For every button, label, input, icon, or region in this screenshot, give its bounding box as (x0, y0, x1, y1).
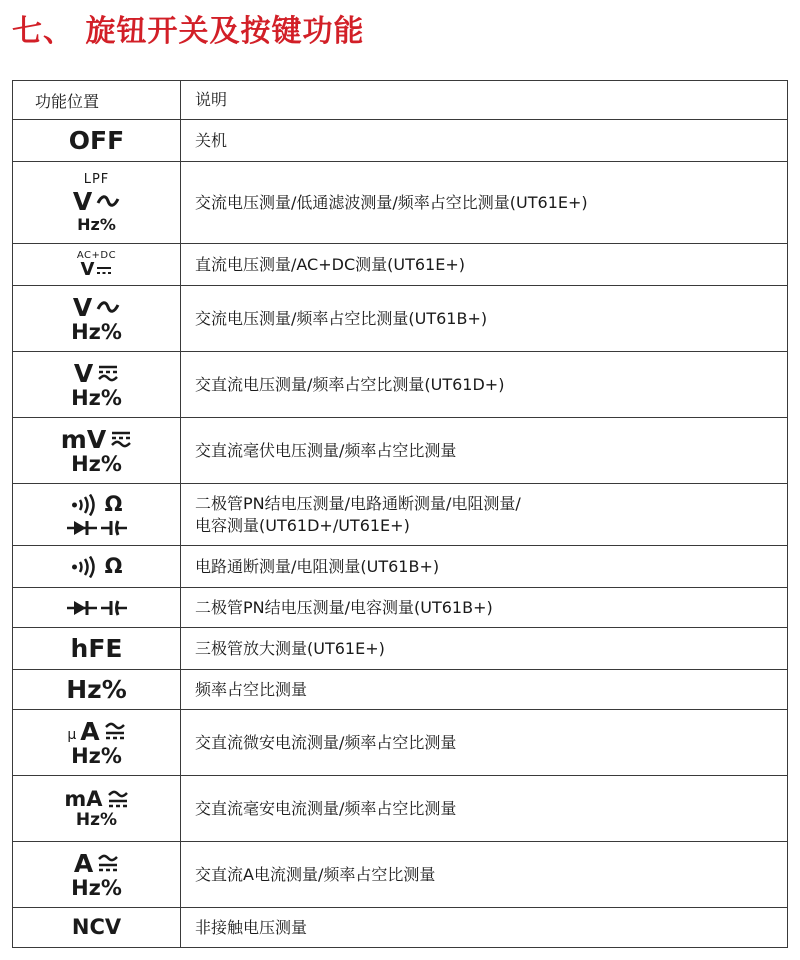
volt-label: V (73, 358, 94, 388)
ncv-symbol: NCV (71, 915, 122, 939)
table-row (13, 908, 788, 948)
description-cell: 交直流微安电流测量/频率占空比测量 (181, 710, 788, 776)
description-cell (181, 484, 788, 546)
capacitor-icon (101, 520, 127, 536)
position-cell (13, 286, 181, 352)
table-header-row (13, 81, 788, 120)
table-row (13, 484, 788, 546)
description-cell: 交直流A电流测量/频率占空比测量 (181, 842, 788, 908)
description-cell: 交直流电压测量/频率占空比测量(UT61D+) (181, 352, 788, 418)
description-cell: 二极管PN结电压测量/电容测量(UT61B+) (181, 588, 788, 628)
capacitor-icon (101, 600, 127, 616)
ac-dc-icon (110, 430, 132, 448)
position-cell (13, 908, 181, 948)
position-cell (13, 418, 181, 484)
hfe-symbol: hFE (70, 634, 123, 663)
ac-wave-icon (96, 300, 120, 314)
position-cell (13, 710, 181, 776)
table-row (13, 628, 788, 670)
position-cell (13, 484, 181, 546)
header-description: 说明 (181, 81, 788, 120)
page-title: 七、 旋钮开关及按键功能 (12, 14, 365, 49)
table-row (13, 546, 788, 588)
hz-percent-label: Hz% (77, 214, 116, 234)
diode-icon (67, 520, 97, 536)
continuity-icon (71, 556, 97, 578)
table-row (13, 418, 788, 484)
table-row (13, 710, 788, 776)
description-cell: 关机 (181, 120, 788, 162)
hz-percent-label: Hz% (75, 809, 118, 830)
description-cell: 频率占空比测量 (181, 670, 788, 710)
position-cell (13, 776, 181, 842)
millivolt-label: mV (60, 424, 107, 454)
ac-dc-icon (107, 790, 129, 808)
description-cell: 电路通断测量/电阻测量(UT61B+) (181, 546, 788, 588)
table-row (13, 162, 788, 244)
table-row (13, 352, 788, 418)
description-cell: 交直流毫安电流测量/频率占空比测量 (181, 776, 788, 842)
volt-label: V (72, 292, 93, 322)
table-row (13, 120, 788, 162)
ac-wave-icon (96, 194, 120, 208)
description-cell: 交流电压测量/频率占空比测量(UT61B+) (181, 286, 788, 352)
description-cell: 交流电压测量/低通滤波测量/频率占空比测量(UT61E+) (181, 162, 788, 244)
description-cell: 交直流毫伏电压测量/频率占空比测量 (181, 418, 788, 484)
position-cell (13, 546, 181, 588)
position-cell (13, 162, 181, 244)
description-line-1: 二极管PN结电压测量/电路通断测量/电阻测量/ (195, 493, 521, 513)
position-cell (13, 670, 181, 710)
ac-dc-icon (97, 364, 119, 382)
volt-label: V (72, 186, 93, 216)
diode-icon (67, 600, 97, 616)
volt-label: V (80, 258, 95, 280)
milliampere-label: mA (64, 786, 103, 811)
description-cell: 直流电压测量/AC+DC测量(UT61E+) (181, 244, 788, 286)
ac-dc-icon (104, 722, 126, 740)
hz-percent-label: Hz% (71, 743, 122, 768)
description-line-2: 电容测量(UT61D+/UT61E+) (195, 515, 410, 535)
ac-dc-label: AC+DC (76, 249, 117, 261)
position-cell (13, 244, 181, 286)
header-position: 功能位置 (13, 81, 181, 120)
table-row (13, 244, 788, 286)
off-symbol: OFF (68, 126, 125, 155)
table-row (13, 842, 788, 908)
function-table (12, 80, 788, 948)
dc-icon (96, 265, 112, 275)
hz-percent-label: Hz% (71, 319, 122, 344)
table-row (13, 670, 788, 710)
position-cell (13, 120, 181, 162)
position-cell (13, 352, 181, 418)
hz-percent-label: Hz% (71, 385, 122, 410)
table-row (13, 286, 788, 352)
micro-prefix: μ (67, 726, 77, 743)
ampere-label: A (80, 716, 100, 746)
continuity-icon (71, 494, 97, 516)
ac-dc-icon (97, 854, 119, 872)
table-row (13, 776, 788, 842)
hz-percent-symbol: Hz% (66, 675, 127, 704)
ampere-label: A (73, 848, 94, 878)
position-cell (13, 588, 181, 628)
table-row (13, 588, 788, 628)
position-cell (13, 842, 181, 908)
hz-percent-label: Hz% (71, 451, 122, 476)
position-cell (13, 628, 181, 670)
hz-percent-label: Hz% (71, 875, 122, 900)
ohm-symbol: Ω (104, 554, 123, 578)
description-cell: 三极管放大测量(UT61E+) (181, 628, 788, 670)
lpf-label: LPF (83, 171, 110, 187)
ohm-symbol: Ω (104, 492, 123, 516)
description-cell: 非接触电压测量 (181, 908, 788, 948)
